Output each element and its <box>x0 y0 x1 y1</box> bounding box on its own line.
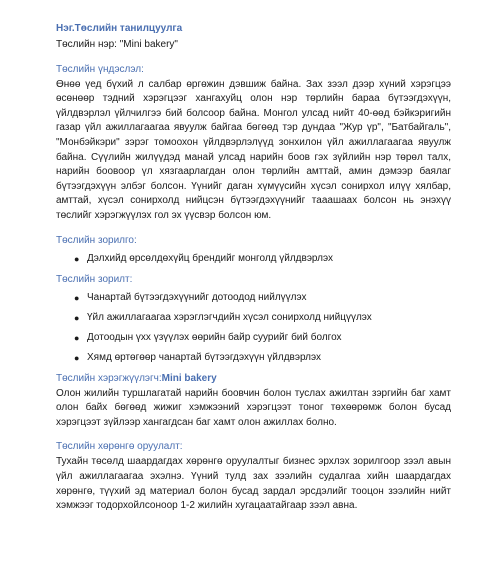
objective-item-text: Үйл ажиллагаагаа хэрэглэгчдийн хүсэл сонирхолд нийцүүлэх <box>87 311 372 323</box>
goal-list <box>56 253 451 265</box>
list-item <box>56 312 451 324</box>
bullet-icon: ● <box>74 332 80 343</box>
objectives-heading: Төслийн зорилт: <box>56 273 133 285</box>
list-item <box>56 352 451 364</box>
project-name: Төслийн нэр: "Mini bakery" <box>56 39 178 50</box>
implementer-name: Mini bakery <box>161 372 217 384</box>
objective-item-text: Чанартай бүтээгдэхүүнийг дотоодод нийлүүлэх <box>87 291 307 303</box>
list-item <box>56 253 451 265</box>
funding-body: Тухайн төсөлд шаардагдах хөрөнгө оруулалтыг бизнес эрхлэх зорилгоор зээл авын үйл ажиллагаагаа эхэлнэ. Үүний тулд зах зээлийн судалгаа хийн шаардагдах хөрөнгө, түүхий эд материал болон бусад зардал эрсдэлийг тооцон зээлийн нийт хэмжээг тодорхойлсоноор 1-2 жилийн хугацаатайгаар зээл авна. <box>56 456 451 512</box>
objective-item-text: Хямд өртөгөөр чанартай бүтээгдэхүүн үйлдвэрлэх <box>87 351 321 363</box>
implementer-body: Олон жилийн туршлагатай нарийн боовчин болон туслах ажилтан зэргийн баг хамт олон байх бөгөөд жижиг хэмжээний хэрэгцээт тоног төхөөрөмж болон бусад хэрэгцээт зүйлээр хангагдсан баг хамт олон ажиллах болно. <box>56 387 451 428</box>
objectives-list <box>56 292 451 364</box>
bullet-icon: ● <box>74 292 80 303</box>
bullet-icon: ● <box>74 352 80 363</box>
bullet-icon: ● <box>74 312 80 323</box>
goal-heading: Төслийн зорилго: <box>56 234 137 246</box>
goal-item-text: Дэлхийд өрсөлдөхүйц брендийг монголд үйлдвэрлэх <box>87 252 333 264</box>
bullet-icon: ● <box>74 253 80 264</box>
basis-body: Өнөө үед бүхий л салбар өргөжин дэвшиж байна. Зах зээл дээр хүний хэрэгцээ өсөнөөр тэдний хэрэгцээг хангахуйц олон нэр төрлийн бараа бүтээгдэхүүн, үйлдвэрлэл үйлчилгээ бий болсоор байна. Монгол улсад нийт 40-өөд бэйкэригийн газар үйл ажиллагаагаа явуулж байгаа бөгөөд тэр дундаа "Жур үр", "Батбайгаль", "Монбэйкэри" зэрэг томоохон үйлдвэрлэлүүд зонхилон үйл ажиллагаагаа явуулж байна. Сүүлийн жилүүдэд манай улсад нарийн боов гэх зүйлийн нэр төрөл талх, нарийн боовоор үл хязгаарлагдан олон төрлийн амттай, амин дэмээр баялаг бүтээгдэхүүн элбэг болсон. Үүнийг даган хүмүүсийн хүсэл сонирхол илүү хялбар, амттай, хүсэл сонирхолд нийцсэн бүтээгдэхүүнийг тааашаах болсон нь энэхүү төслийг хэрэгжүүлэх гол эх үүсвэр болсон юм. <box>56 78 451 221</box>
basis-heading: Төслийн үндэслэл: <box>56 63 144 75</box>
implementer-heading-prefix: Төслийн хэрэгжүүлэгч: <box>56 372 162 384</box>
funding-heading: Төслийн хөрөнгө оруулалт: <box>56 441 183 453</box>
list-item <box>56 292 451 304</box>
list-item <box>56 332 451 344</box>
implementer-heading <box>56 372 451 385</box>
intro-heading: Нэг.Төслийн танилцуулга <box>56 23 183 34</box>
objective-item-text: Дотоодын үхх үзүүлэх өөрийн байр суурийг бий болгох <box>87 331 342 343</box>
